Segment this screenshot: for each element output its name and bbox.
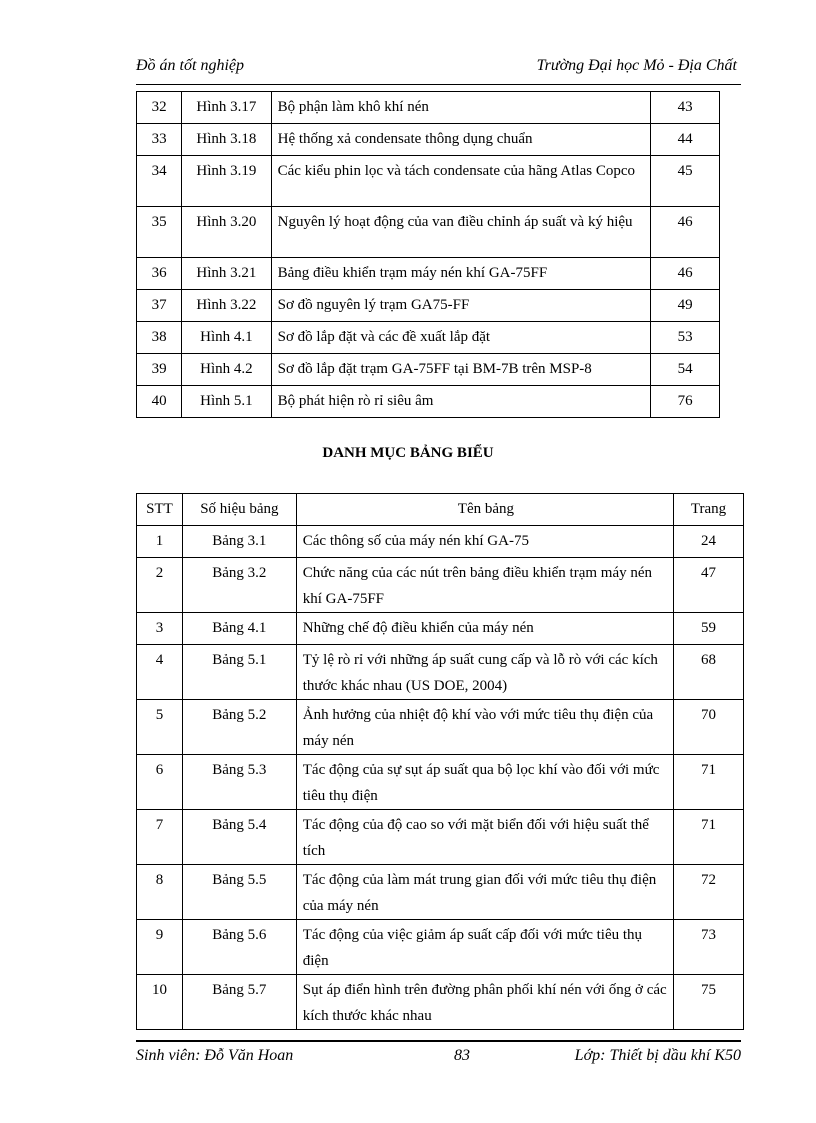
table-row <box>137 526 744 558</box>
row-title: Ảnh hưởng của nhiệt độ khí vào với mức tiêu thụ điện của máy nén <box>296 700 673 755</box>
row-number: Bảng 4.1 <box>182 613 296 645</box>
row-title: Các kiểu phin lọc và tách condensate của hãng Atlas Copco <box>271 156 651 207</box>
footer-class-name: Lớp: Thiết bị dầu khí K50 <box>574 1047 741 1064</box>
row-number: Hình 3.21 <box>182 258 271 290</box>
row-page: 73 <box>674 920 744 975</box>
row-stt: 9 <box>137 920 183 975</box>
header-table-number: Số hiệu bảng <box>182 494 296 526</box>
row-page: 68 <box>674 645 744 700</box>
row-page: 75 <box>674 975 744 1030</box>
page-number: 83 <box>454 1047 470 1064</box>
row-number: Hình 3.19 <box>182 156 271 207</box>
table-row <box>137 207 720 258</box>
footer-student-name: Sinh viên: Đỗ Văn Hoan <box>136 1047 294 1064</box>
row-title: Tác động của độ cao so với mặt biển đối với hiệu suất thể tích <box>296 810 673 865</box>
table-row <box>137 865 744 920</box>
row-page: 71 <box>674 755 744 810</box>
row-number: Bảng 5.4 <box>182 810 296 865</box>
table-row <box>137 645 744 700</box>
row-page: 43 <box>651 92 720 124</box>
row-number: Hình 4.1 <box>182 322 271 354</box>
row-number: Hình 5.1 <box>182 386 271 418</box>
header-rule <box>136 84 741 85</box>
row-stt: 37 <box>137 290 182 322</box>
row-page: 53 <box>651 322 720 354</box>
row-title: Các thông số của máy nén khí GA-75 <box>296 526 673 558</box>
row-page: 45 <box>651 156 720 207</box>
table-row <box>137 124 720 156</box>
header-page: Trang <box>674 494 744 526</box>
row-number: Hình 3.17 <box>182 92 271 124</box>
row-stt: 36 <box>137 258 182 290</box>
table-row <box>137 322 720 354</box>
row-number: Bảng 5.1 <box>182 645 296 700</box>
table-row <box>137 755 744 810</box>
row-number: Bảng 5.2 <box>182 700 296 755</box>
table-row <box>137 354 720 386</box>
row-stt: 5 <box>137 700 183 755</box>
row-title: Tác động của làm mát trung gian đối với mức tiêu thụ điện của máy nén <box>296 865 673 920</box>
header-university-name: Trường Đại học Mỏ - Địa Chất <box>536 57 737 74</box>
header-table-title: Tên bảng <box>296 494 673 526</box>
row-title: Hệ thống xả condensate thông dụng chuẩn <box>271 124 651 156</box>
row-title: Bộ phận làm khô khí nén <box>271 92 651 124</box>
tables-list-header-row <box>137 494 744 526</box>
row-stt: 32 <box>137 92 182 124</box>
tables-list-body <box>137 526 744 1030</box>
tables-section-title: DANH MỤC BẢNG BIỂU <box>322 445 494 461</box>
table-row <box>137 258 720 290</box>
footer-rule <box>136 1040 741 1042</box>
row-title: Bảng điều khiển trạm máy nén khí GA-75FF <box>271 258 651 290</box>
row-stt: 10 <box>137 975 183 1030</box>
row-page: 46 <box>651 258 720 290</box>
row-stt: 4 <box>137 645 183 700</box>
row-title: Tác động của việc giảm áp suất cấp đối với mức tiêu thụ điện <box>296 920 673 975</box>
table-row <box>137 810 744 865</box>
table-row <box>137 613 744 645</box>
row-stt: 1 <box>137 526 183 558</box>
row-number: Hình 3.22 <box>182 290 271 322</box>
row-number: Bảng 3.1 <box>182 526 296 558</box>
row-page: 76 <box>651 386 720 418</box>
row-page: 70 <box>674 700 744 755</box>
row-page: 59 <box>674 613 744 645</box>
row-stt: 6 <box>137 755 183 810</box>
row-number: Bảng 3.2 <box>182 558 296 613</box>
table-row <box>137 975 744 1030</box>
row-stt: 40 <box>137 386 182 418</box>
table-row <box>137 700 744 755</box>
row-page: 49 <box>651 290 720 322</box>
row-title: Bộ phát hiện rò rỉ siêu âm <box>271 386 651 418</box>
row-page: 72 <box>674 865 744 920</box>
row-stt: 34 <box>137 156 182 207</box>
row-page: 54 <box>651 354 720 386</box>
figures-list-body <box>137 92 720 418</box>
row-number: Bảng 5.6 <box>182 920 296 975</box>
row-title: Tác động của sự sụt áp suất qua bộ lọc khí vào đối với mức tiêu thụ điện <box>296 755 673 810</box>
row-number: Hình 3.20 <box>182 207 271 258</box>
row-title: Nguyên lý hoạt động của van điều chỉnh áp suất và ký hiệu <box>271 207 651 258</box>
row-page: 47 <box>674 558 744 613</box>
row-number: Hình 3.18 <box>182 124 271 156</box>
row-stt: 38 <box>137 322 182 354</box>
page-header <box>136 57 737 79</box>
row-number: Bảng 5.5 <box>182 865 296 920</box>
row-page: 46 <box>651 207 720 258</box>
row-title: Tỷ lệ rò rỉ với những áp suất cung cấp và lỗ rò với các kích thước khác nhau (US DOE, 2004) <box>296 645 673 700</box>
table-row <box>137 290 720 322</box>
row-title: Những chế độ điều khiển của máy nén <box>296 613 673 645</box>
table-row <box>137 386 720 418</box>
row-stt: 2 <box>137 558 183 613</box>
table-row <box>137 92 720 124</box>
row-stt: 39 <box>137 354 182 386</box>
header-stt: STT <box>137 494 183 526</box>
header-thesis-label: Đồ án tốt nghiệp <box>136 57 244 74</box>
row-stt: 7 <box>137 810 183 865</box>
table-row <box>137 558 744 613</box>
page-footer <box>136 1047 741 1069</box>
row-title: Sơ đồ lắp đặt trạm GA-75FF tại BM-7B trên MSP-8 <box>271 354 651 386</box>
row-title: Chức năng của các nút trên bảng điều khiển trạm máy nén khí GA-75FF <box>296 558 673 613</box>
row-number: Hình 4.2 <box>182 354 271 386</box>
figures-list-table <box>136 91 720 418</box>
row-stt: 8 <box>137 865 183 920</box>
table-row <box>137 156 720 207</box>
row-page: 44 <box>651 124 720 156</box>
tables-list-table <box>136 493 744 1030</box>
row-stt: 3 <box>137 613 183 645</box>
row-page: 71 <box>674 810 744 865</box>
row-title: Sụt áp điển hình trên đường phân phối khí nén với ống ở các kích thước khác nhau <box>296 975 673 1030</box>
table-row <box>137 920 744 975</box>
row-number: Bảng 5.3 <box>182 755 296 810</box>
row-page: 24 <box>674 526 744 558</box>
row-title: Sơ đồ lắp đặt và các đề xuất lắp đặt <box>271 322 651 354</box>
row-title: Sơ đồ nguyên lý trạm GA75-FF <box>271 290 651 322</box>
row-number: Bảng 5.7 <box>182 975 296 1030</box>
row-stt: 33 <box>137 124 182 156</box>
row-stt: 35 <box>137 207 182 258</box>
